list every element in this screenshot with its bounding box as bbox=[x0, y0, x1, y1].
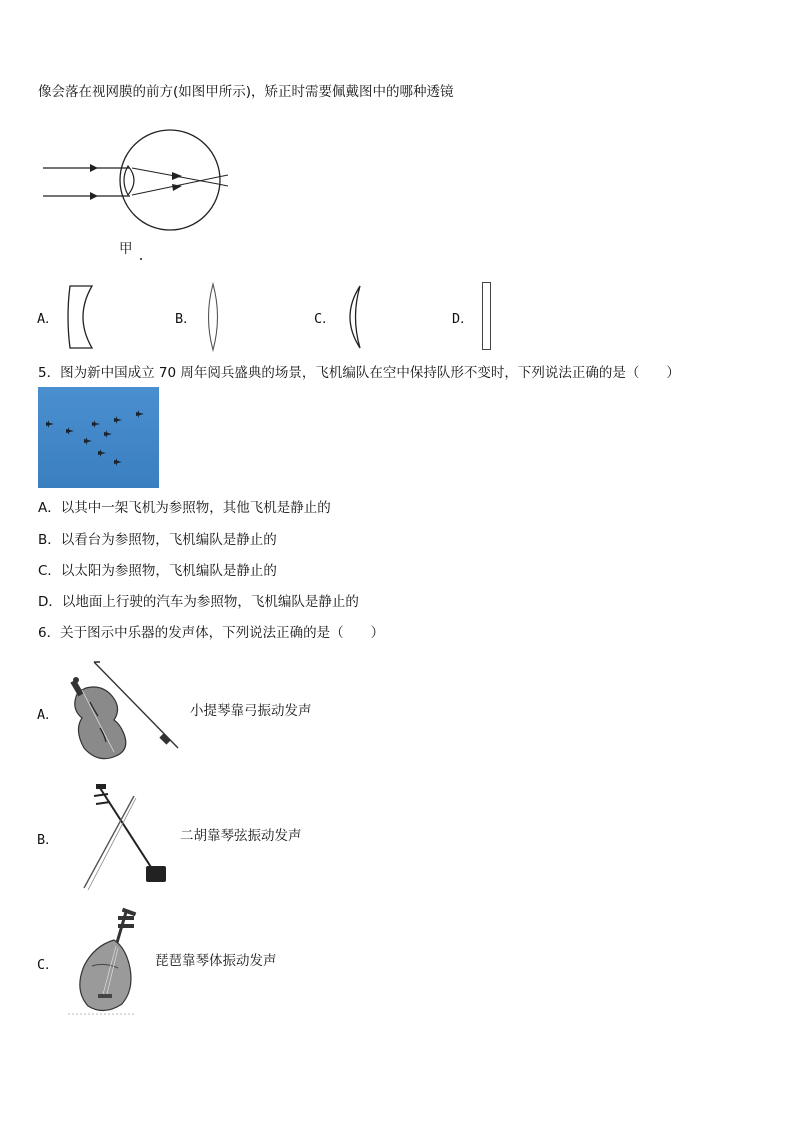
q4-option-b-label[interactable]: B． bbox=[175, 311, 197, 327]
q5-stem: 5．图为新中国成立 70 周年阅兵盛典的场景，飞机编队在空中保持队形不变时，下列说法正确的是（ ） bbox=[38, 365, 680, 381]
concave-lens-icon bbox=[66, 284, 96, 350]
figure-caption: 甲 bbox=[119, 241, 133, 257]
erhu-icon bbox=[74, 782, 174, 894]
caption-dot bbox=[140, 258, 142, 260]
q5-option-b[interactable]: B．以看台为参照物，飞机编队是静止的 bbox=[38, 532, 277, 548]
violin-icon bbox=[64, 658, 184, 766]
q4-intro-text: 像会落在视网膜的前方(如图甲所示)，矫正时需要佩戴图中的哪种透镜 bbox=[38, 84, 454, 100]
q6-stem: 6．关于图示中乐器的发声体，下列说法正确的是（ ） bbox=[38, 625, 385, 641]
q5-option-c[interactable]: C．以太阳为参照物，飞机编队是静止的 bbox=[38, 563, 277, 579]
q5-option-d[interactable]: D．以地面上行驶的汽车为参照物，飞机编队是静止的 bbox=[38, 594, 359, 610]
q6-option-c-text: 琵琶靠琴体振动发声 bbox=[155, 953, 277, 969]
biconvex-lens-icon bbox=[203, 282, 225, 352]
q5-option-a[interactable]: A．以其中一架飞机为参照物，其他飞机是静止的 bbox=[38, 500, 331, 516]
q6-option-a-label[interactable]: A． bbox=[37, 707, 59, 723]
meniscus-lens-icon bbox=[340, 284, 364, 350]
parade-formation-image bbox=[38, 387, 159, 488]
flat-glass-icon bbox=[482, 282, 491, 350]
q6-option-b-text: 二胡靠琴弦振动发声 bbox=[180, 828, 302, 844]
q4-option-c-label[interactable]: C． bbox=[314, 311, 336, 327]
q6-option-a-text: 小提琴靠弓振动发声 bbox=[190, 703, 312, 719]
eye-diagram bbox=[40, 128, 240, 238]
q4-option-a-label[interactable]: A． bbox=[37, 311, 59, 327]
q4-option-d-label[interactable]: D． bbox=[452, 311, 474, 327]
q6-option-c-label[interactable]: C． bbox=[37, 957, 59, 973]
pipa-icon bbox=[64, 906, 154, 1018]
q6-option-b-label[interactable]: B． bbox=[37, 832, 59, 848]
